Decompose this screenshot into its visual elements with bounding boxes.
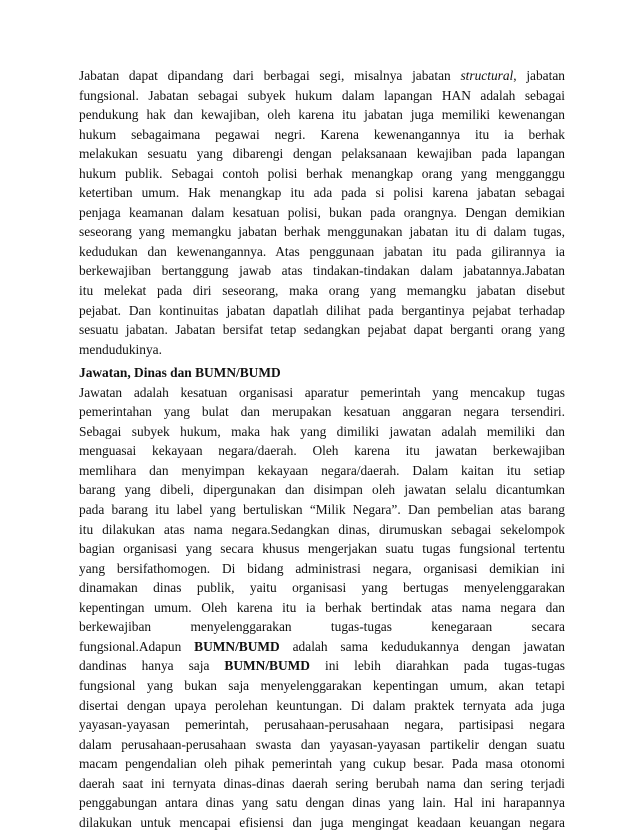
text-line: yayasan-yayasan pemerintah, perusahaan-perusahaan negara, partisipasi negara [79,717,565,733]
text-line: pada barang itu label yang bertuliskan “Milik Negara”. Dan pembelian atas barang [79,502,565,518]
text-line: kepentingan umum. Oleh karena itu ia berhak bertindak atas nama negara dan [79,599,565,615]
text-line: pejabat. Dan kontinuitas jabatan dapatlah dilihat pada bergantinya pejabat terhadap [79,302,565,318]
text-line: yang bersifathomogen. Di bidang administrasi negara, organisasi demikian ini [79,560,565,576]
text-line: penggabungan antara dinas yang satu dengan dinas yang lain. Hal ini harapannya [79,795,565,811]
text-line: dalam perusahaan-perusahaan swasta dan yayasan-yayasan partikelir dengan suatu [79,736,565,752]
text-line: hukum sebagaimana pegawai negri. Karena kewenangannya itu ia berhak [79,126,565,142]
text-line: melakukan sesuatu yang dibarengi dengan pelaksanaan kewajiban pada lapangan [79,146,565,162]
text-line: pendukung hak dan kewajiban, oleh karena itu jabatan juga memiliki kewenangan [79,107,565,123]
text-line: kedudukan dan kewenangannya. Atas penggunaan jabatan itu pada gilirannya ia [79,243,565,259]
text-line: barang yang dibeli, dipergunakan dan disimpan oleh jawatan selalu dicantumkan [79,482,565,498]
text-line: dinamakan dinas publik, yaitu organisasi yang bertugas menyelenggarakan [79,580,565,596]
text-line: macam pengendalian oleh pihak pemerintah yang cukup besar. Pada masa otonomi [79,756,565,772]
text-line: menguasai kekayaan negara/daerah. Oleh karena itu jawatan berkewajiban [79,443,565,459]
text-line: pemerintahan yang bulat dan merupakan kesatuan anggaran negara tersendiri. [79,404,565,420]
text-line: dilakukan untuk mencapai efisiensi dan juga mengingat keadaan keuangan negara [79,814,565,830]
text-line: mendudukinya. [79,341,162,357]
text-line: itu melekat pada diri seseorang, maka orang yang memangku jabatan disebut [79,283,565,299]
text-line: daerah saat ini ternyata dinas-dinas daerah sering berubah nama dan sering terjadi [79,775,565,791]
text-line: seseorang yang memangku jabatan berhak menggunakan jabatan itu di dalam tugas, [79,224,565,240]
text-line: Jawatan adalah kesatuan organisasi aparatur pemerintah yang mencakup tugas [79,384,565,400]
text-line: dandinas hanya saja BUMN/BUMD ini lebih diarahkan pada tugas-tugas [79,658,565,674]
text-line: berkewajiban menyelenggarakan tugas-tugas kenegaraan secara [79,619,565,635]
text-line: itu dilakukan atas nama negara.Sedangkan dinas, dirumuskan sebagai sekelompok [79,521,565,537]
text-line: penjaga keamanan dalam kesatuan polisi, bukan pada orangnya. Dengan demikian [79,204,565,220]
bold-term: BUMN/BUMD [194,638,280,654]
bold-term: BUMN/BUMD [224,658,310,674]
italic-term: structural [460,68,514,83]
text-line: berkewajiban bertanggung jawab atas tindakan-tindakan dalam jabatannya.Jabatan [79,263,565,279]
text-line: ketertiban umum. Hak menangkap itu ada pada si polisi karena jabatan sebagai [79,185,565,201]
paragraph-jawatan [79,383,565,832]
text-line: sesuatu jabatan. Jabatan bersifat tetap sedangkan pejabat dapat berganti orang yang [79,322,565,338]
section-heading: Jawatan, Dinas dan BUMN/BUMD [79,365,281,381]
text-line: Sebagai subyek hukum, maka hak yang dimiliki jawatan adalah memiliki dan [79,423,565,439]
text-line: Jabatan dapat dipandang dari berbagai segi, misalnya jabatan structural, jabatan [79,68,565,83]
document-page [79,66,565,832]
text-line: disertai dengan upaya perolehan keuntungan. Di dalam praktek ternyata ada juga [79,697,565,713]
text-line: fungsional. Jabatan sebagai subyek hukum dalam lapangan HAN adalah sebagai [79,87,565,103]
text-line: fungsional yang bukan saja menyelenggarakan kepentingan umum, akan tetapi [79,677,565,693]
text-line: hukum publik. Sebagai contoh polisi berhak menangkap orang yang mengganggu [79,165,565,181]
paragraph-jabatan [79,66,565,359]
text-line: fungsional.Adapun BUMN/BUMD adalah sama kedudukannya dengan jawatan [79,638,565,654]
text-line: bagian organisasi yang secara khusus mengerjakan suatu tugas fungsional tertentu [79,541,565,557]
text-line: memlihara dan menyimpan kekayaan negara/daerah. Dalam kaitan itu setiap [79,462,565,478]
